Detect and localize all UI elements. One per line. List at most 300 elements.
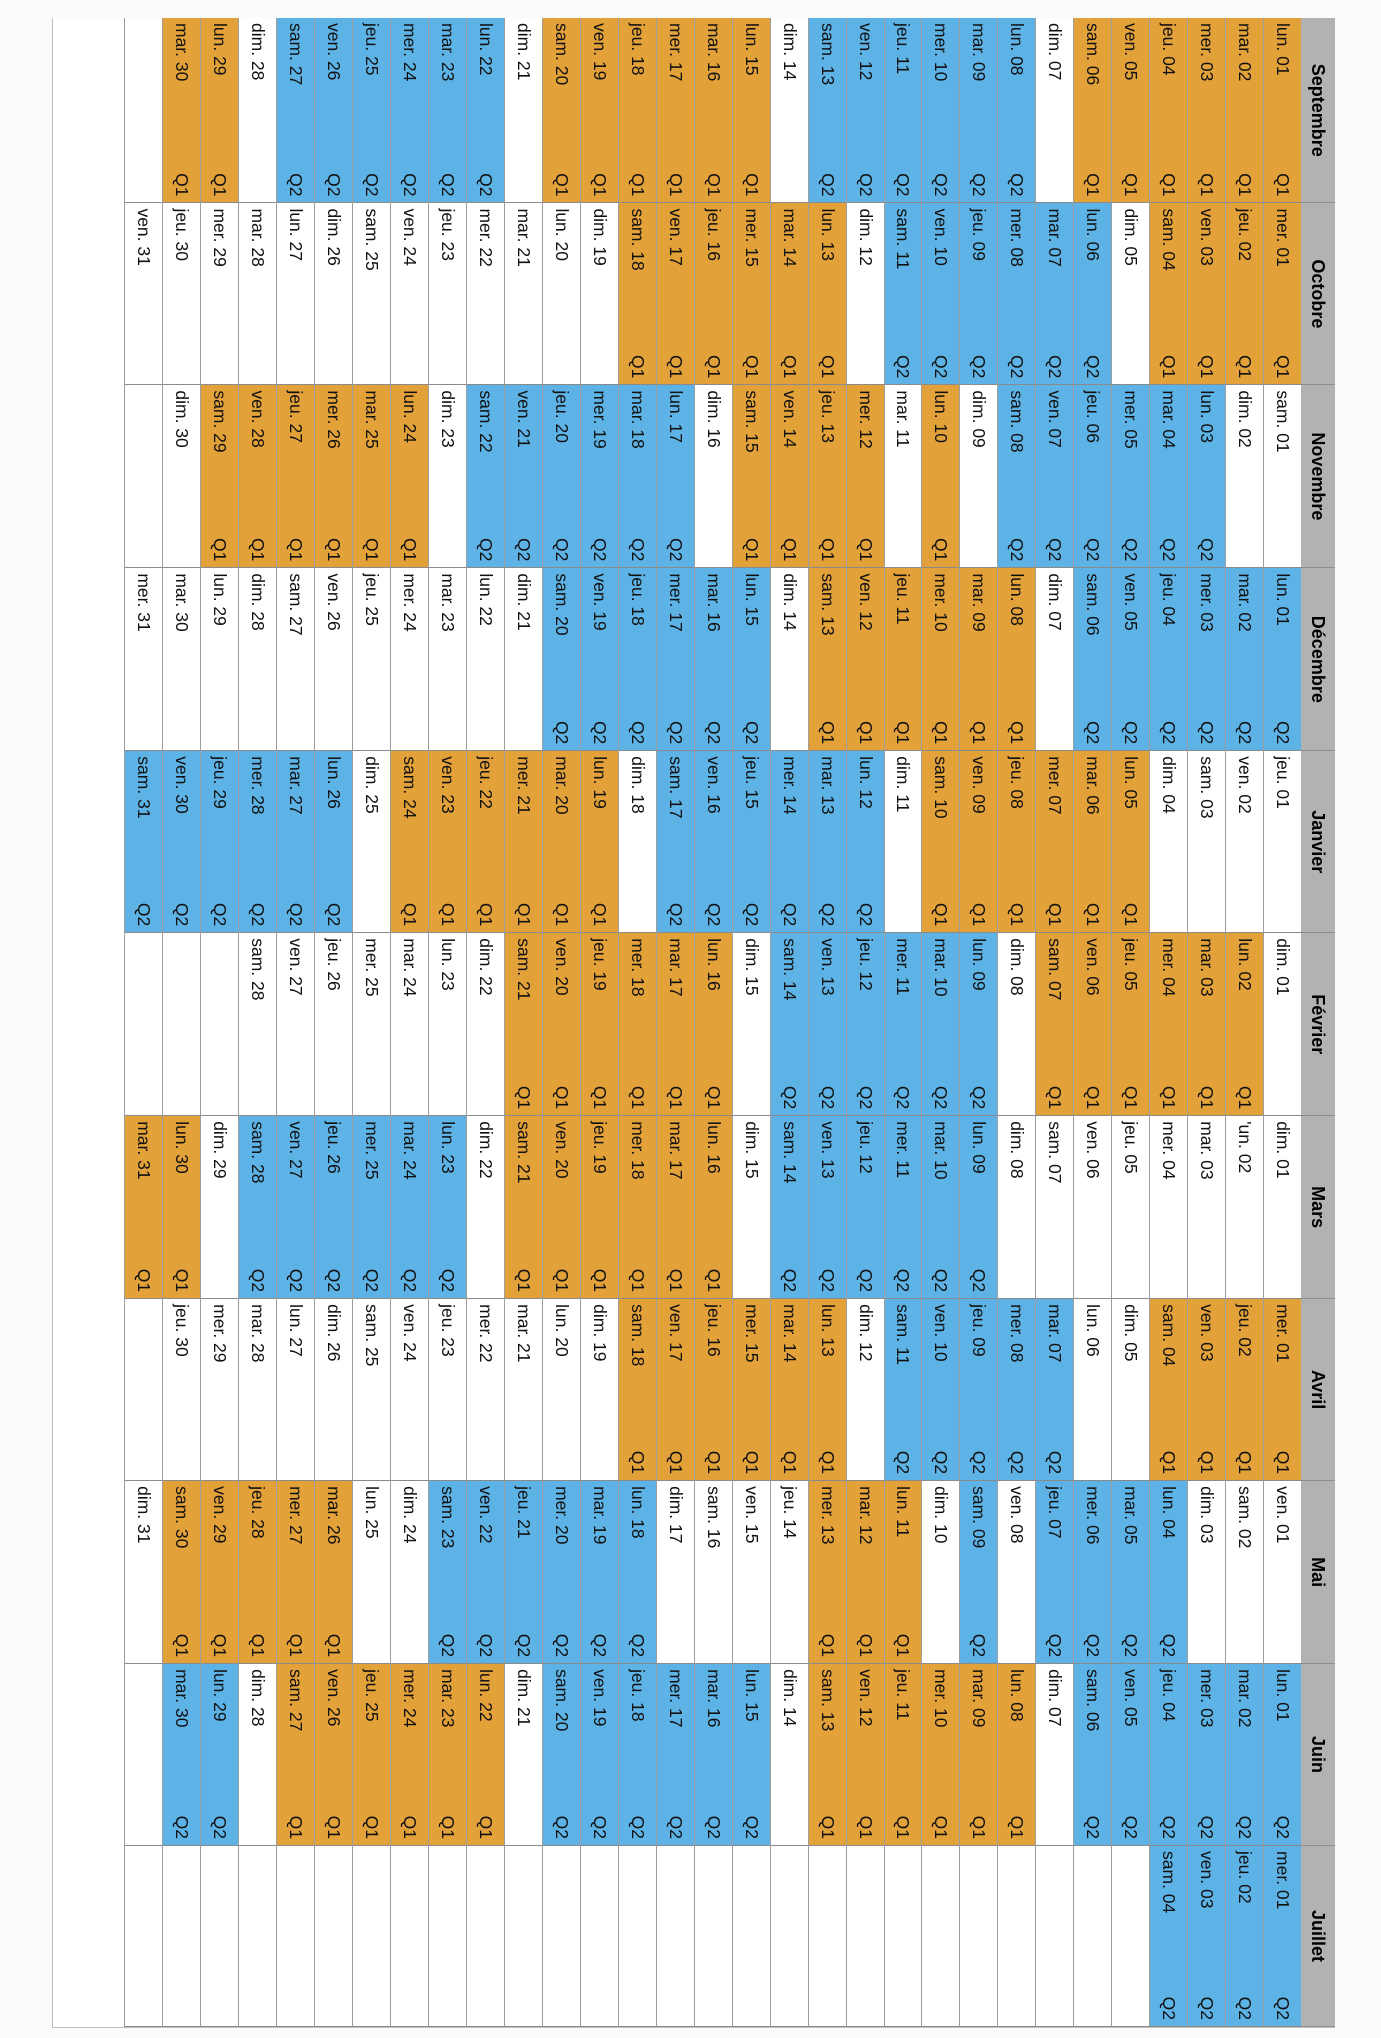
day-label: lun. 23 [438,1121,459,1174]
period-label: Q1 [1197,1085,1218,1110]
period-label: Q1 [665,1268,686,1293]
day-cell-content [779,568,800,750]
day-cell [504,1481,542,1664]
period-label: Q2 [1159,1633,1180,1658]
period-label: Q2 [324,902,345,927]
day-cell [542,751,580,933]
day-cell-content [323,18,344,202]
day-cell-content [1234,385,1255,567]
day-cell [846,203,884,385]
day-cell [467,1481,505,1664]
day-label: mar. 24 [400,938,421,997]
empty-cell [125,1846,163,2027]
day-cell [201,203,239,385]
day-cell-content [513,203,534,384]
day-cell-content [399,385,420,567]
period-label: Q1 [551,1085,572,1110]
day-cell-content [968,385,989,567]
day-label: mer. 24 [400,23,421,82]
day-cell-content [1196,203,1217,384]
period-label: Q1 [1197,355,1218,379]
day-cell-content [1120,18,1141,202]
day-cell [1188,1116,1226,1299]
period-label: Q1 [969,1815,990,1840]
day-label: jeu. 04 [1159,1669,1180,1722]
day-cell [656,568,694,751]
day-cell [922,1481,960,1664]
day-cell [960,18,998,203]
day-label: lun. 17 [665,390,686,443]
day-cell-content [1234,1116,1255,1298]
day-cell-content [247,568,268,750]
period-label: Q1 [513,1268,534,1293]
day-cell [1188,1664,1226,1846]
day-label: sam. 31 [134,756,155,819]
day-label: ven. 02 [1235,756,1256,814]
day-cell [580,1664,618,1846]
day-label: ven. 13 [817,1121,838,1179]
day-cell-content [247,933,268,1115]
day-label: ven. 03 [1197,1851,1218,1909]
day-label: dim. 14 [779,1669,800,1727]
day-cell-content [1272,933,1293,1115]
period-label: Q1 [1159,173,1180,197]
day-label: lun. 03 [1197,390,1218,443]
day-cell [391,1481,429,1664]
day-cell-content [1158,1846,1179,2026]
day-cell-content [133,1116,154,1298]
day-cell-content [665,203,686,384]
day-cell-content [817,1664,838,1845]
day-cell-content [209,203,230,384]
period-label: Q2 [893,1268,914,1293]
day-cell-content [968,1664,989,1845]
day-cell-content [475,568,496,750]
period-label: Q2 [969,1085,990,1110]
day-cell-content [1196,933,1217,1115]
day-label: mar. 13 [817,756,838,815]
day-cell-content [627,203,648,384]
day-label: mer. 08 [1007,1304,1028,1363]
period-label: Q1 [1083,173,1104,197]
day-cell-content [1120,203,1141,384]
day-cell [1226,1481,1264,1664]
day-cell-content [323,751,344,932]
day-cell-content [1234,751,1255,932]
period-label: Q1 [1083,902,1104,927]
day-cell-content [968,568,989,750]
day-cell-content [665,18,686,202]
day-cell-content [779,1299,800,1480]
day-cell-content [627,568,648,750]
day-cell-content [361,203,382,384]
day-cell [656,385,694,568]
day-cell [504,1116,542,1299]
day-cell [998,933,1036,1116]
period-label: Q2 [438,173,459,197]
day-cell-content [1044,1664,1065,1845]
day-label: jeu. 19 [589,938,610,991]
day-cell-content [1272,18,1293,202]
period-label: Q2 [741,902,762,927]
day-label: jeu. 12 [855,938,876,991]
period-label: Q1 [589,902,610,927]
day-cell-content [1158,385,1179,567]
day-cell [998,385,1036,568]
table-row [1074,18,1112,2027]
day-cell-content [1196,1664,1217,1845]
day-cell [163,385,201,568]
period-label: Q1 [400,902,421,927]
day-cell-content [399,203,420,384]
day-label: dim. 28 [248,1669,269,1727]
day-cell-content [627,385,648,567]
period-label: Q2 [362,173,383,197]
day-label: lun. 13 [817,208,838,261]
day-cell-content [1158,1481,1179,1663]
day-cell-content [323,1664,344,1845]
day-cell-content [209,18,230,202]
period-label: Q1 [1121,902,1142,927]
day-label: mer. 01 [1273,1304,1294,1363]
day-cell [277,933,315,1116]
day-cell-content [703,203,724,384]
period-label: Q1 [893,1633,914,1658]
period-label: Q1 [817,537,838,562]
day-cell-content [817,385,838,567]
day-cell-content [437,1481,458,1663]
day-cell [542,1299,580,1481]
day-label: ven. 24 [400,1304,421,1362]
day-cell-content [133,751,154,932]
period-label: Q2 [1273,1815,1294,1840]
day-cell-content [817,1481,838,1663]
period-label: Q2 [1235,1815,1256,1840]
day-label: sam. 30 [172,1486,193,1549]
day-cell-content [1006,568,1027,750]
day-label: sam. 20 [551,573,572,636]
day-cell-content [551,1299,572,1480]
day-cell-content [475,933,496,1115]
day-cell-content [1082,1481,1103,1663]
day-label: lun. 27 [286,1304,307,1357]
day-label: sam. 06 [1083,1669,1104,1732]
day-cell [922,751,960,933]
day-label: mer. 01 [1273,1851,1294,1910]
day-cell [1074,751,1112,933]
period-label: Q1 [627,1268,648,1293]
day-cell [808,385,846,568]
day-label: ven. 03 [1197,208,1218,266]
day-label: dim. 25 [362,756,383,814]
day-cell-content [437,568,458,750]
period-label: Q1 [362,1815,383,1840]
period-label: Q1 [286,1815,307,1840]
day-label: sam. 06 [1083,573,1104,636]
table-row [201,18,239,2027]
period-label: Q1 [1159,1450,1180,1475]
day-cell [277,568,315,751]
day-label: jeu. 16 [703,208,724,261]
day-cell [1188,1481,1226,1664]
day-label: lun. 10 [931,390,952,443]
period-label: Q1 [1159,1085,1180,1110]
day-cell-content [1120,1116,1141,1298]
day-cell-content [779,1481,800,1663]
period-label: Q1 [1045,902,1066,927]
day-cell-content [551,1481,572,1663]
day-cell [353,18,391,203]
day-cell-content [1082,1299,1103,1480]
day-cell-content [741,568,762,750]
period-label: Q2 [1083,720,1104,745]
day-cell-content [1044,568,1065,750]
period-label: Q1 [817,720,838,745]
day-cell-content [285,568,306,750]
day-cell [960,568,998,751]
day-cell-content [1044,385,1065,567]
day-label: ven. 20 [551,938,572,996]
day-cell [1036,751,1074,933]
day-cell-content [1272,1664,1293,1845]
day-cell-content [930,1116,951,1298]
period-label: Q2 [589,1633,610,1658]
day-cell [1150,1846,1188,2027]
day-label: mer. 20 [551,1486,572,1545]
day-cell-content [475,1116,496,1298]
day-label: jeu. 16 [703,1304,724,1357]
day-label: sam. 14 [779,1121,800,1184]
day-cell [1150,1664,1188,1846]
day-cell-content [1006,1299,1027,1480]
day-cell [315,751,353,933]
day-cell-content [589,385,610,567]
day-cell-content [513,568,534,750]
day-cell [1188,203,1226,385]
period-label: Q2 [627,537,648,562]
table-row [694,18,732,2027]
day-label: jeu. 07 [1045,1486,1066,1539]
day-cell-content [930,1481,951,1663]
period-label: Q1 [703,355,724,379]
period-label: Q2 [665,720,686,745]
day-cell [960,203,998,385]
day-cell [1112,933,1150,1116]
period-label: Q2 [893,173,914,197]
day-cell-content [589,1299,610,1480]
day-label: jeu. 02 [1235,1304,1256,1357]
day-label: mar. 03 [1197,938,1218,997]
day-cell-content [779,203,800,384]
day-cell-content [1234,18,1255,202]
day-cell-content [703,385,724,567]
day-cell-content [855,385,876,567]
day-cell [1226,933,1264,1116]
day-cell [1188,1299,1226,1481]
day-cell [694,568,732,751]
day-label: lun. 09 [969,1121,990,1174]
day-cell-content [817,751,838,932]
day-label: lun. 22 [476,1669,497,1722]
period-label: Q2 [172,1815,193,1840]
day-label: mar. 10 [931,938,952,997]
day-cell-content [1044,18,1065,202]
day-cell-content [247,385,268,567]
period-label: Q2 [1007,537,1028,562]
day-label: dim. 26 [324,1304,345,1362]
period-label: Q1 [589,1268,610,1293]
period-label: Q1 [665,355,686,379]
day-label: mar. 19 [589,1486,610,1545]
empty-cell [125,385,163,568]
day-cell [1264,1116,1301,1299]
day-cell [884,203,922,385]
day-cell-content [703,751,724,932]
period-label: Q2 [1197,1815,1218,1840]
month-header-8: Avril [1301,1299,1335,1481]
day-label: dim. 05 [1121,208,1142,266]
day-cell [1074,1664,1112,1846]
day-cell-content [1006,1481,1027,1663]
day-cell-content [399,1481,420,1663]
day-label: mar. 30 [172,1669,193,1728]
day-cell [239,1299,277,1481]
period-label: Q1 [627,1085,648,1110]
period-label: Q2 [286,1268,307,1293]
day-cell-content [1158,203,1179,384]
table-row [1188,18,1226,2027]
day-cell [732,933,770,1116]
day-label: lun. 08 [1007,23,1028,76]
day-cell-content [209,1299,230,1480]
day-cell-content [1158,1299,1179,1480]
day-label: mar. 02 [1235,23,1256,82]
day-cell-content [1196,1481,1217,1663]
day-cell-content [893,1299,914,1480]
day-cell [998,18,1036,203]
day-cell-content [589,203,610,384]
day-cell [277,1116,315,1299]
day-label: jeu. 23 [438,208,459,261]
period-label: Q1 [817,1450,838,1475]
month-header-10: Juin [1301,1664,1335,1846]
day-cell-content [399,933,420,1115]
period-label: Q2 [551,1633,572,1658]
day-cell [1226,568,1264,751]
period-label: Q2 [1007,355,1028,379]
day-cell [1226,1846,1264,2027]
day-cell-content [285,1664,306,1845]
day-label: ven. 10 [931,208,952,266]
empty-cell [542,1846,580,2027]
day-cell [770,385,808,568]
day-label: mar. 20 [551,756,572,815]
month-header-row [1301,18,1335,2027]
day-cell-content [1082,1664,1103,1845]
day-cell-content [361,751,382,932]
day-label: jeu. 23 [438,1304,459,1357]
period-label: Q2 [589,537,610,562]
day-cell [618,1664,656,1846]
day-label: lun. 20 [551,208,572,261]
day-cell-content [665,1299,686,1480]
day-label: mar. 09 [969,1669,990,1728]
day-label: ven. 22 [476,1486,497,1544]
period-label: Q2 [1083,1633,1104,1658]
day-cell [1074,1116,1112,1299]
day-cell-content [1044,203,1065,384]
day-cell [580,568,618,751]
period-label: Q1 [741,537,762,562]
table-row [315,18,353,2027]
day-cell [656,1299,694,1481]
day-cell-content [817,933,838,1115]
period-label: Q1 [286,537,307,562]
day-label: mer. 31 [134,573,155,632]
day-cell [694,385,732,568]
period-label: Q1 [324,1633,345,1658]
day-cell-content [323,385,344,567]
day-cell [960,1664,998,1846]
day-cell [960,933,998,1116]
period-label: Q1 [779,537,800,562]
day-label: sam. 18 [627,208,648,271]
day-cell [1036,1481,1074,1664]
day-label: lun. 25 [362,1486,383,1539]
day-cell-content [741,933,762,1115]
day-cell [391,568,429,751]
day-cell-content [1158,1116,1179,1298]
day-cell [353,1481,391,1664]
day-cell-content [589,1116,610,1298]
day-cell-content [1196,385,1217,567]
day-cell [618,385,656,568]
table-row [1036,18,1074,2027]
day-cell-content [285,203,306,384]
day-cell-content [513,18,534,202]
month-header-11: Juillet [1301,1846,1335,2027]
day-cell [1264,751,1301,933]
day-label: dim. 12 [855,208,876,266]
day-cell [580,18,618,203]
day-label: dim. 14 [779,23,800,81]
day-cell [1226,751,1264,933]
day-label: jeu. 11 [893,573,914,625]
day-label: mar. 07 [1045,208,1066,267]
calendar-sheet [52,18,1335,2028]
day-label: mar. 16 [703,1669,724,1728]
day-cell-content [475,1481,496,1663]
period-label: Q2 [703,902,724,927]
day-cell-content [741,385,762,567]
day-cell-content [1272,568,1293,750]
day-label: sam. 25 [362,1304,383,1367]
day-cell-content [171,568,192,750]
period-label: Q2 [969,355,990,379]
day-cell-content [627,1664,648,1845]
day-cell-content [1272,203,1293,384]
period-label: Q2 [893,1450,914,1475]
day-label: jeu. 08 [1007,756,1028,809]
day-label: mer. 06 [1083,1486,1104,1545]
period-label: Q1 [931,720,952,745]
month-header-6: Février [1301,933,1335,1116]
day-label: dim. 09 [969,390,990,448]
day-cell [846,933,884,1116]
table-row [1226,18,1264,2027]
day-label: sam. 21 [513,938,534,1001]
day-cell-content [589,568,610,750]
